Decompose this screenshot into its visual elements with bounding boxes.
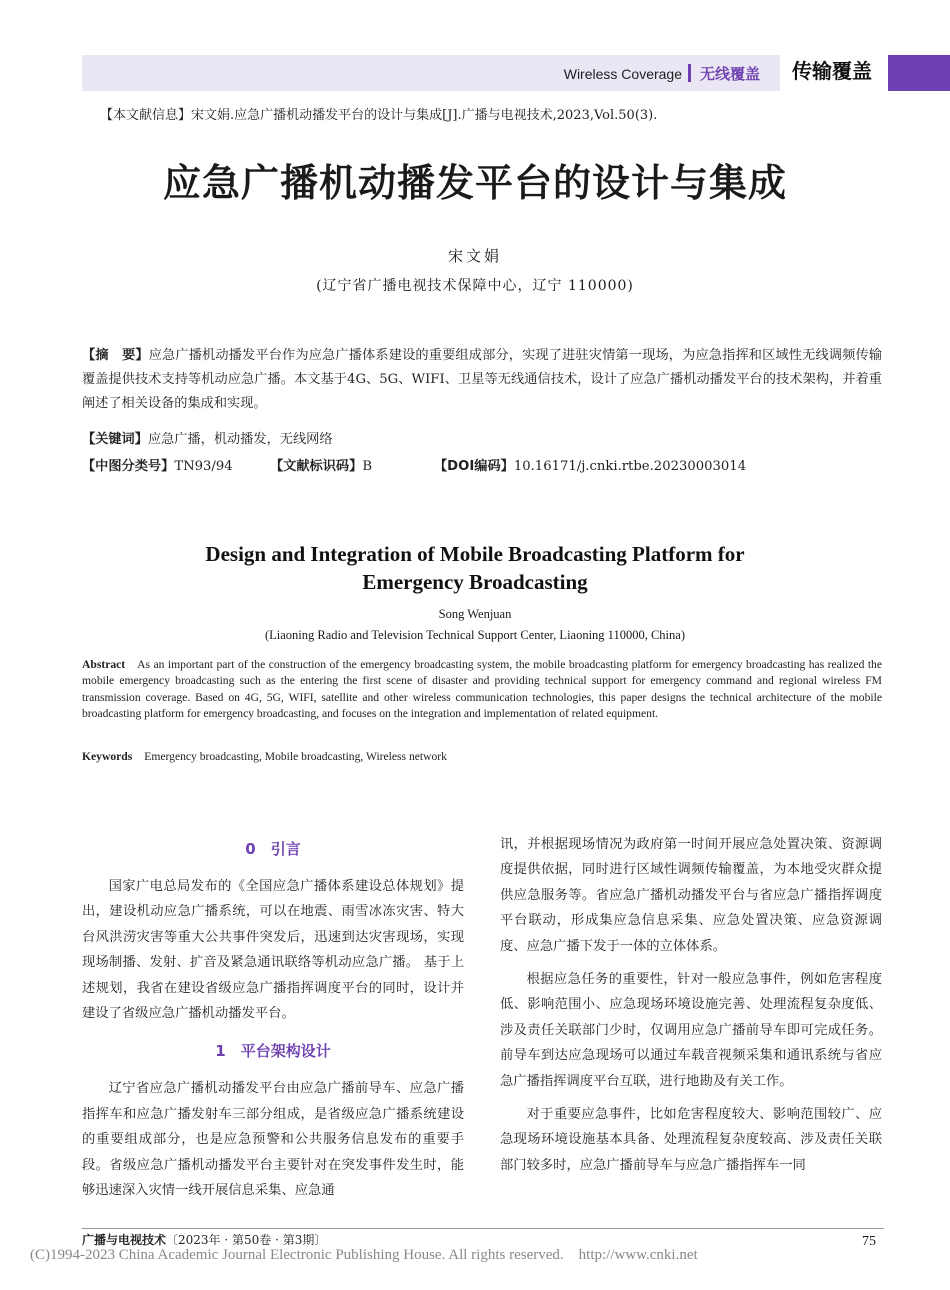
abstract-zh-text: 应急广播机动播发平台作为应急广播体系建设的重要组成部分，实现了进驻灾情第一现场，为应急指挥和区域性无线调频传输覆盖提供技术支持等机动应急广播。本文基于4G、5G、WIFI、卫星等无线通信技术，设计了应急广播机动播发平台的技术架构，并着重阐述了相关设备的集成和实现。 — [82, 348, 883, 411]
footer-rule — [82, 1228, 884, 1229]
keywords-en — [82, 750, 882, 763]
footer-issue: 〔2023年 · 第50卷 · 第3期〕 — [166, 1233, 327, 1247]
keywords-en-text: Emergency broadcasting, Mobile broadcasting, Wireless network — [144, 750, 447, 763]
english-title-line1: Design and Integration of Mobile Broadcasting Platform for — [205, 542, 745, 566]
page-number: 75 — [862, 1234, 876, 1249]
citation: 【本文献信息】宋文娟.应急广播机动播发平台的设计与集成[J].广播与电视技术,2023,Vol.50(3). — [100, 108, 658, 123]
header-column-label: 传输覆盖 — [792, 59, 872, 83]
section-1-heading: 1 平台架构设计 — [215, 1042, 331, 1061]
clc-value: TN93/94 — [174, 459, 233, 474]
doc-value: B — [362, 459, 373, 474]
header-divider — [688, 64, 691, 82]
author: 宋文娟 — [447, 247, 502, 265]
doc-label: 【文献标识码】 — [270, 459, 363, 474]
header-accent-block — [888, 55, 950, 91]
footer-journal-name: 广播与电视技术 — [82, 1233, 167, 1247]
body-column-left — [82, 874, 464, 1203]
english-title — [0, 540, 950, 596]
abstract-en-label: Abstract — [82, 658, 126, 671]
doi-label: 【DOI编码】 — [434, 459, 514, 474]
right-paragraph-3: 对于重要应急事件，比如危害程度较大、影响范围较广、应急现场环境设施基本具备、处理流程复杂度较高、涉及责任关联部门较多时，应急广播前导车与应急广播指挥车一同 — [500, 1107, 882, 1173]
right-paragraph-1: 讯，并根据现场情况为政府第一时间开展应急处置决策、资源调度提供依据，同时进行区域性调频传输覆盖，为本地受灾群众提供应急服务等。省应急广播机动播发平台与省应急广播指挥调度平台联动，形成集应急信息采集、应急处置决策、应急资源调度、应急广播下发于一体的立体体系。 — [500, 837, 882, 954]
right-paragraph-2: 根据应急任务的重要性，针对一般应急事件，例如危害程度低、影响范围小、应急现场环境设施完善、处理流程复杂度低、涉及责任关联部门少时，仅调用应急广播前导车即可完成任务。前导车到达应急现场可以通过车载音视频采集和通讯系统与省应急广播指挥调度平台互联，进行地勘及有关工作。 — [500, 972, 882, 1089]
clc-code — [82, 455, 233, 479]
abstract-zh — [82, 344, 882, 416]
english-affiliation: (Liaoning Radio and Television Technical Support Center, Liaoning 110000, China) — [264, 628, 685, 642]
intro-paragraph: 国家广电总局发布的《全国应急广播体系建设总体规划》提出，建设机动应急广播系统，可以在地震、雨雪冰冻灾害、特大台风洪涝灾害等重大公共事件突发后，迅速到达灾害现场，实现现场制播、发射、扩音及紧急通讯联络等机动应急广播。 基于上述规划，我省在建设省级应急广播指挥调度平台的同时，设计并建设了省级应急广播机动播发平台。 — [82, 879, 464, 1022]
abstract-zh-label: 【摘 要】 — [82, 348, 149, 363]
affiliation: (辽宁省广播电视技术保障中心，辽宁 110000) — [316, 278, 634, 294]
keywords-en-label: Keywords — [82, 750, 133, 763]
doi-value: 10.16171/j.cnki.rtbe.20230003014 — [513, 459, 747, 474]
header-section-en: Wireless Coverage — [563, 66, 682, 82]
header-column-name — [780, 55, 884, 91]
header-section-cn: 无线覆盖 — [700, 65, 761, 83]
copyright-notice: (C)1994-2023 China Academic Journal Electronic Publishing House. All rights reserved. http://www.cnki.net — [30, 1247, 698, 1263]
keywords-zh — [82, 428, 882, 452]
keywords-zh-text: 应急广播，机动播发，无线网络 — [147, 432, 333, 447]
english-author: Song Wenjuan — [438, 607, 512, 621]
page-title: 应急广播机动播发平台的设计与集成 — [162, 161, 787, 205]
abstract-en — [82, 657, 882, 723]
keywords-zh-label: 【关键词】 — [82, 432, 148, 447]
section-0-heading: 0 引言 — [245, 840, 301, 858]
abstract-en-text: As an important part of the construction of the emergency broadcasting system, the mobile broadcasting platform for emergency broadcasting has realized the mobile emergency broadcasting such as the entering the first scene of disaster and providing technical support for emergency command and regional wireless FM transmission coverage. Based on 4G, 5G, WIFI, satellite and other wireless communication technologies, this paper designs the technical architecture of the mobile broadcasting platform for emergency broadcasting, and focuses on the integration and implementation of related equipment. — [82, 658, 882, 721]
english-title-line2: Emergency Broadcasting — [362, 570, 588, 594]
clc-label: 【中图分类号】 — [82, 459, 175, 474]
doc-code — [270, 455, 372, 479]
body-column-right — [500, 832, 882, 1178]
doi — [434, 455, 746, 479]
architecture-paragraph: 辽宁省应急广播机动播发平台由应急广播前导车、应急广播指挥车和应急广播发射车三部分组成，是省级应急广播系统建设的重要组成部分，也是应急预警和公共服务信息发布的重要手段。省级应急广播机动播发平台主要针对在突发事件发生时，能够迅速深入灾情一线开展信息采集、应急通 — [82, 1081, 464, 1199]
header-band — [82, 55, 884, 91]
